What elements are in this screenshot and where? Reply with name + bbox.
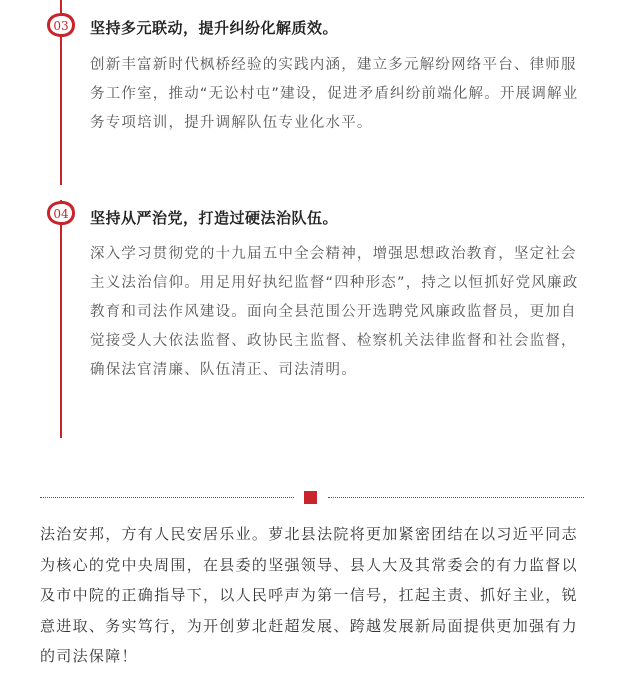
divider-right (328, 497, 584, 498)
divider-left (40, 497, 294, 498)
section-heading: 坚持多元联动，提升纠纷化解质效。 (90, 19, 339, 37)
section-number-badge (44, 200, 76, 226)
section-number-badge (44, 12, 76, 38)
section-heading: 坚持从严治党，打造过硬法治队伍。 (90, 209, 339, 227)
section-body: 深入学习贯彻党的十九届五中全会精神，增强思想政治教育，坚定社会主义法治信仰。用足用好执纪监督“四种形态”，持之以恒抓好党风廉政教育和司法作风建设。面向全县范围公开选聘党风廉政监督员，更加自觉接受人大依法监督、政协民主监督、检察机关法律监督和社会监督，确保法官清廉、队伍清正、司法清明。 (90, 246, 579, 378)
closing-paragraph: 法治安邦，方有人民安居乐业。萝北县法院将更加紧密团结在以习近平同志为核心的党中央周围，在县委的坚强领导、县人大及其常委会的有力监督以及市中院的正确指导下，以人民呼声为第一信号，扛起主责、抓好主业，锐意进取、务实笃行，为开创萝北赶超发展、跨越发展新局面提供更加强有力的司法保障！ (40, 525, 578, 665)
timeline-line (60, 200, 62, 438)
divider-square (304, 491, 317, 504)
section-number: 04 (53, 207, 69, 221)
section-number: 03 (53, 19, 69, 33)
section-body: 创新丰富新时代枫桥经验的实践内涵，建立多元解纷网络平台、律师服务工作室，推动“无讼村屯”建设，促进矛盾纠纷前端化解。开展调解业务专项培训，提升调解队伍专业化水平。 (90, 57, 579, 131)
